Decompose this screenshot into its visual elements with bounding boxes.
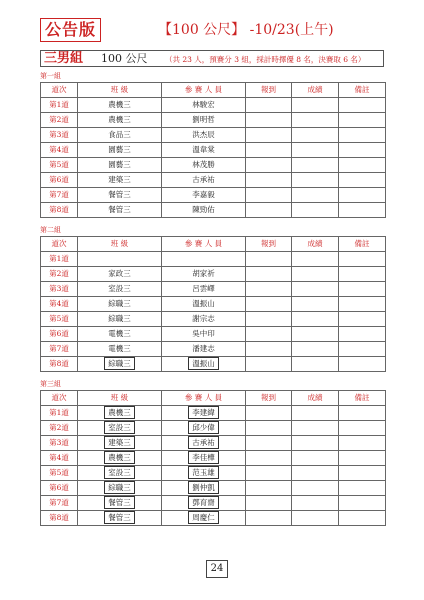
lane-cell: 第5道 xyxy=(41,158,78,173)
class-cell: 餐管三 xyxy=(78,188,162,203)
athlete-cell xyxy=(162,466,246,481)
event-distance: 100 公尺 xyxy=(101,52,148,65)
table-row xyxy=(41,511,386,526)
remarks-cell xyxy=(339,267,386,282)
athlete-cell: 吳中印 xyxy=(162,327,246,342)
athlete-cell-text: 古承祐 xyxy=(188,436,219,449)
checkin-cell xyxy=(246,188,292,203)
class-cell-text: 餐管三 xyxy=(104,496,135,509)
result-cell xyxy=(292,436,339,451)
class-cell: 家政三 xyxy=(78,267,162,282)
remarks-cell xyxy=(339,158,386,173)
remarks-cell xyxy=(339,282,386,297)
athlete-cell xyxy=(162,357,246,372)
result-cell xyxy=(292,128,339,143)
table-row xyxy=(41,188,386,203)
remarks-cell xyxy=(339,342,386,357)
column-header: 班 級 xyxy=(78,237,162,252)
checkin-cell xyxy=(246,436,292,451)
remarks-cell xyxy=(339,421,386,436)
result-cell xyxy=(292,451,339,466)
checkin-cell xyxy=(246,327,292,342)
result-cell xyxy=(292,466,339,481)
event-note: （共 23 人，預賽分 3 組，採計時擇優 8 名，決賽取 6 名） xyxy=(165,55,366,64)
checkin-cell xyxy=(246,158,292,173)
lane-cell: 第5道 xyxy=(41,312,78,327)
lane-cell: 第1道 xyxy=(41,406,78,421)
result-cell xyxy=(292,98,339,113)
table-header-row xyxy=(41,83,386,98)
class-cell: 食品三 xyxy=(78,128,162,143)
table-row xyxy=(41,451,386,466)
class-cell-text: 綜職三 xyxy=(104,357,135,370)
athlete-cell xyxy=(162,511,246,526)
column-header: 成績 xyxy=(292,83,339,98)
result-cell xyxy=(292,421,339,436)
table-row xyxy=(41,128,386,143)
heat-table-1 xyxy=(40,82,386,218)
column-header: 備註 xyxy=(339,237,386,252)
lane-cell: 第2道 xyxy=(41,267,78,282)
heat-label-3: 第三組 xyxy=(40,380,61,388)
table-row xyxy=(41,297,386,312)
remarks-cell xyxy=(339,173,386,188)
lane-cell: 第2道 xyxy=(41,113,78,128)
heat-label-1: 第一組 xyxy=(40,72,61,80)
column-header: 道次 xyxy=(41,391,78,406)
column-header: 參 賽 人 員 xyxy=(162,83,246,98)
remarks-cell xyxy=(339,203,386,218)
event-info xyxy=(40,50,384,67)
result-cell xyxy=(292,188,339,203)
class-cell: 室設三 xyxy=(78,282,162,297)
lane-cell: 第8道 xyxy=(41,203,78,218)
column-header: 成績 xyxy=(292,391,339,406)
athlete-cell-text: 范玉雄 xyxy=(188,466,219,479)
class-cell: 電機三 xyxy=(78,327,162,342)
athlete-cell xyxy=(162,252,246,267)
remarks-cell xyxy=(339,357,386,372)
athlete-cell xyxy=(162,421,246,436)
lane-cell: 第6道 xyxy=(41,327,78,342)
athlete-cell: 劉明哲 xyxy=(162,113,246,128)
class-cell: 園藝三 xyxy=(78,158,162,173)
class-cell-text: 綜職三 xyxy=(104,481,135,494)
remarks-cell xyxy=(339,312,386,327)
athlete-cell: 潘建志 xyxy=(162,342,246,357)
column-header: 報到 xyxy=(246,83,292,98)
heat-table-2 xyxy=(40,236,386,372)
heat-label-2: 第二組 xyxy=(40,226,61,234)
remarks-cell xyxy=(339,143,386,158)
table-header-row xyxy=(41,391,386,406)
result-cell xyxy=(292,203,339,218)
athlete-cell: 溫振山 xyxy=(162,297,246,312)
athlete-cell xyxy=(162,496,246,511)
checkin-cell xyxy=(246,113,292,128)
class-cell-text: 農機三 xyxy=(104,451,135,464)
class-cell-text: 建築三 xyxy=(104,436,135,449)
checkin-cell xyxy=(246,481,292,496)
result-cell xyxy=(292,113,339,128)
table-row xyxy=(41,98,386,113)
checkin-cell xyxy=(246,511,292,526)
athlete-cell: 陳勁佑 xyxy=(162,203,246,218)
result-cell xyxy=(292,511,339,526)
table-row xyxy=(41,203,386,218)
class-cell xyxy=(78,436,162,451)
checkin-cell xyxy=(246,297,292,312)
class-cell-text: 室設三 xyxy=(104,466,135,479)
athlete-cell xyxy=(162,451,246,466)
table-row xyxy=(41,357,386,372)
result-cell xyxy=(292,327,339,342)
page-number: 24 xyxy=(206,560,228,578)
table-row xyxy=(41,327,386,342)
column-header: 報到 xyxy=(246,237,292,252)
result-cell xyxy=(292,143,339,158)
result-cell xyxy=(292,357,339,372)
column-header: 道次 xyxy=(41,237,78,252)
table-row xyxy=(41,342,386,357)
athlete-cell xyxy=(162,406,246,421)
checkin-cell xyxy=(246,421,292,436)
lane-cell: 第1道 xyxy=(41,98,78,113)
page-header xyxy=(40,18,386,42)
checkin-cell xyxy=(246,267,292,282)
table-row xyxy=(41,312,386,327)
remarks-cell xyxy=(339,113,386,128)
checkin-cell xyxy=(246,466,292,481)
remarks-cell xyxy=(339,466,386,481)
result-cell xyxy=(292,282,339,297)
table-row xyxy=(41,421,386,436)
athlete-cell-text: 周慶仁 xyxy=(188,511,219,524)
lane-cell: 第6道 xyxy=(41,481,78,496)
class-cell xyxy=(78,421,162,436)
column-header: 參 賽 人 員 xyxy=(162,391,246,406)
column-header: 參 賽 人 員 xyxy=(162,237,246,252)
athlete-cell: 洪杰辰 xyxy=(162,128,246,143)
table-row xyxy=(41,267,386,282)
athlete-cell: 古承祐 xyxy=(162,173,246,188)
lane-cell: 第7道 xyxy=(41,342,78,357)
checkin-cell xyxy=(246,98,292,113)
result-cell xyxy=(292,312,339,327)
athlete-cell-text: 邱少偉 xyxy=(188,421,219,434)
athlete-cell xyxy=(162,481,246,496)
lane-cell: 第7道 xyxy=(41,188,78,203)
remarks-cell xyxy=(339,252,386,267)
class-cell xyxy=(78,511,162,526)
class-cell xyxy=(78,406,162,421)
class-cell-text: 餐管三 xyxy=(104,511,135,524)
checkin-cell xyxy=(246,282,292,297)
checkin-cell xyxy=(246,342,292,357)
class-cell-text: 農機三 xyxy=(104,406,135,419)
column-header: 成績 xyxy=(292,237,339,252)
result-cell xyxy=(292,481,339,496)
result-cell xyxy=(292,158,339,173)
table-row xyxy=(41,252,386,267)
class-cell: 綜職三 xyxy=(78,312,162,327)
athlete-cell-text: 李佳樺 xyxy=(188,451,219,464)
remarks-cell xyxy=(339,128,386,143)
lane-cell: 第7道 xyxy=(41,496,78,511)
remarks-cell xyxy=(339,188,386,203)
athlete-cell: 謝宗志 xyxy=(162,312,246,327)
lane-cell: 第3道 xyxy=(41,282,78,297)
table-row xyxy=(41,158,386,173)
athlete-cell: 溫韋棠 xyxy=(162,143,246,158)
lane-cell: 第6道 xyxy=(41,173,78,188)
table-row xyxy=(41,406,386,421)
checkin-cell xyxy=(246,203,292,218)
athlete-cell: 林駿宏 xyxy=(162,98,246,113)
page-title: 【100 公尺】 -10/23(上午) xyxy=(158,22,334,38)
remarks-cell xyxy=(339,406,386,421)
class-cell: 餐管三 xyxy=(78,203,162,218)
checkin-cell xyxy=(246,451,292,466)
table-header-row xyxy=(41,237,386,252)
athlete-cell-text: 鄧育齋 xyxy=(188,496,219,509)
remarks-cell xyxy=(339,297,386,312)
lane-cell: 第4道 xyxy=(41,451,78,466)
athlete-cell xyxy=(162,436,246,451)
result-cell xyxy=(292,252,339,267)
checkin-cell xyxy=(246,312,292,327)
board-label: 公告版 xyxy=(40,18,101,42)
athlete-cell-text: 劉仲凱 xyxy=(188,481,219,494)
result-cell xyxy=(292,267,339,282)
table-row xyxy=(41,466,386,481)
class-cell: 建築三 xyxy=(78,173,162,188)
class-cell xyxy=(78,466,162,481)
lane-cell: 第5道 xyxy=(41,466,78,481)
table-row xyxy=(41,113,386,128)
result-cell xyxy=(292,406,339,421)
checkin-cell xyxy=(246,143,292,158)
column-header: 備註 xyxy=(339,391,386,406)
remarks-cell xyxy=(339,98,386,113)
athlete-cell: 李嘉毅 xyxy=(162,188,246,203)
remarks-cell xyxy=(339,451,386,466)
table-row xyxy=(41,173,386,188)
lane-cell: 第3道 xyxy=(41,128,78,143)
column-header: 班 級 xyxy=(78,83,162,98)
table-row xyxy=(41,282,386,297)
lane-cell: 第2道 xyxy=(41,421,78,436)
heat-table-3 xyxy=(40,390,386,526)
class-cell xyxy=(78,252,162,267)
result-cell xyxy=(292,342,339,357)
table-row xyxy=(41,496,386,511)
result-cell xyxy=(292,173,339,188)
athlete-cell: 胡家祈 xyxy=(162,267,246,282)
class-cell: 綜職三 xyxy=(78,297,162,312)
remarks-cell xyxy=(339,327,386,342)
result-cell xyxy=(292,496,339,511)
class-cell xyxy=(78,481,162,496)
class-cell xyxy=(78,451,162,466)
checkin-cell xyxy=(246,128,292,143)
class-cell: 電機三 xyxy=(78,342,162,357)
class-cell: 園藝三 xyxy=(78,143,162,158)
table-row xyxy=(41,143,386,158)
column-header: 報到 xyxy=(246,391,292,406)
class-cell: 農機三 xyxy=(78,113,162,128)
lane-cell: 第3道 xyxy=(41,436,78,451)
class-cell-text: 室設三 xyxy=(104,421,135,434)
athlete-cell: 呂雲嶧 xyxy=(162,282,246,297)
lane-cell: 第8道 xyxy=(41,511,78,526)
athlete-cell: 林茂勝 xyxy=(162,158,246,173)
checkin-cell xyxy=(246,173,292,188)
event-group: 三男組 xyxy=(44,51,84,66)
lane-cell: 第8道 xyxy=(41,357,78,372)
column-header: 備註 xyxy=(339,83,386,98)
lane-cell: 第4道 xyxy=(41,297,78,312)
checkin-cell xyxy=(246,357,292,372)
column-header: 道次 xyxy=(41,83,78,98)
lane-cell: 第4道 xyxy=(41,143,78,158)
result-cell xyxy=(292,297,339,312)
class-cell xyxy=(78,496,162,511)
table-row xyxy=(41,436,386,451)
remarks-cell xyxy=(339,511,386,526)
checkin-cell xyxy=(246,496,292,511)
class-cell: 農機三 xyxy=(78,98,162,113)
checkin-cell xyxy=(246,252,292,267)
athlete-cell-text: 溫振山 xyxy=(188,357,219,370)
column-header: 班 級 xyxy=(78,391,162,406)
table-row xyxy=(41,481,386,496)
checkin-cell xyxy=(246,406,292,421)
class-cell xyxy=(78,357,162,372)
lane-cell: 第1道 xyxy=(41,252,78,267)
remarks-cell xyxy=(339,481,386,496)
remarks-cell xyxy=(339,496,386,511)
athlete-cell-text: 李建緯 xyxy=(188,406,219,419)
remarks-cell xyxy=(339,436,386,451)
